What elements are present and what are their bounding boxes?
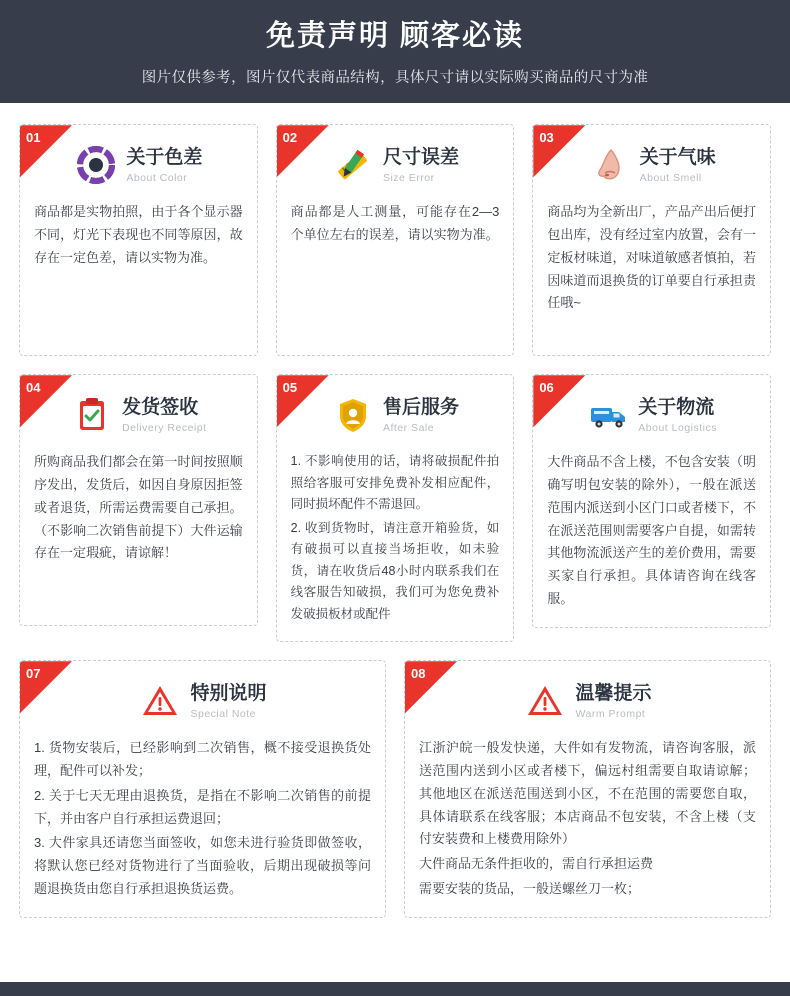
card-body	[547, 451, 756, 610]
page-title: 免责声明 顾客必读	[265, 20, 525, 52]
card-paragraph: 江浙沪皖一般发快递，大件如有发物流，请咨询客服，派送范围内送到小区或者楼下，偏远村组需要自取请谅解；其他地区在派送范围送到小区，不在范围的需要您自取，具体请联系在线客服；本店商品不包安装，不含上楼（支付安装费和上楼费用除外）	[419, 740, 756, 847]
page-header	[0, 0, 790, 103]
card-title-row	[34, 387, 243, 441]
ruler-pencil-icon	[331, 143, 375, 187]
card-title-en: Size Error	[382, 171, 435, 184]
card-title-row	[34, 137, 243, 191]
card-title-cn: 特别说明	[190, 682, 267, 704]
notice-card-07	[19, 660, 386, 917]
card-title-text	[640, 147, 716, 184]
card-title-row	[291, 387, 500, 441]
card-number: 01	[26, 130, 41, 146]
card-paragraph: 1. 不影响使用的话，请将破损配件拍照给客服可安排免费补发相应配件，同时损坏配件不需退回。	[290, 454, 500, 512]
warning-triangle-icon	[138, 679, 182, 723]
card-title-text	[190, 683, 266, 720]
grid-cell	[10, 115, 267, 365]
card-body	[547, 201, 756, 315]
grid-cell	[10, 365, 267, 651]
card-number: 02	[282, 130, 298, 146]
card-title-en: About Logistics	[638, 421, 717, 434]
card-body	[291, 451, 500, 625]
card-title-cn: 售后服务	[382, 396, 459, 418]
notice-card-05	[276, 374, 515, 642]
nose-icon	[588, 143, 632, 187]
grid-cell	[267, 365, 524, 651]
notice-card-08	[404, 660, 771, 917]
card-title-row	[419, 673, 756, 727]
card-paragraph: 1. 货物安装后，已经影响到二次销售，概不接受退换货处理，配件可以补发；	[34, 740, 371, 778]
card-title-en: About Color	[126, 171, 188, 184]
card-body	[34, 201, 243, 269]
warning-triangle-icon	[523, 679, 567, 723]
notice-card-04	[19, 374, 258, 626]
card-paragraph: 大件商品不含上楼，不包含安装（明确写明包安装的除外），一般在派送范围内派送到小区门口或者楼下，不在派送范围则需要客户自提，如需转其他物流派送产生的差价费用，需要买家自行承担。具体请咨询在线客服。	[547, 454, 756, 606]
card-title-cn: 关于物流	[638, 396, 715, 418]
clipboard-check-icon	[70, 393, 114, 437]
grid-cell	[523, 365, 780, 651]
card-title-text	[575, 683, 651, 720]
grid-cell	[523, 115, 780, 365]
card-title-cn: 关于色差	[126, 146, 203, 168]
card-title-cn: 关于气味	[639, 146, 716, 168]
card-title-text	[126, 147, 202, 184]
notice-card-03	[532, 124, 771, 356]
grid-cell	[395, 651, 780, 926]
card-paragraph: 需要安装的货品，一般送螺丝刀一枚；	[419, 880, 641, 896]
card-paragraph: 2. 关于七天无理由退换货，是指在不影响二次销售的前提下，并由客户自行承担运费退回；	[34, 787, 371, 826]
card-body	[34, 737, 371, 900]
page-subtitle: 图片仅供参考，图片仅代表商品结构，具体尺寸请以实际购买商品的尺寸为准	[141, 70, 649, 87]
card-title-row	[34, 673, 371, 727]
card-title-en: Delivery Receipt	[122, 421, 207, 434]
card-paragraph: 大件商品无条件拒收的，需自行承担运费	[419, 856, 654, 871]
card-title-en: Special Note	[190, 707, 257, 720]
shield-user-icon	[331, 393, 375, 437]
card-title-row	[547, 387, 756, 441]
notice-card-01	[19, 124, 258, 356]
notice-grid	[0, 103, 790, 934]
card-number: 05	[282, 380, 298, 396]
card-number: 04	[26, 380, 41, 396]
card-number: 07	[26, 666, 41, 682]
card-paragraph: 商品都是实物拍照，由于各个显示器不同，灯光下表现也不同等原因，故存在一定色差，请以实物为准。	[34, 204, 243, 265]
card-number: 03	[539, 130, 554, 146]
color-wheel-icon	[74, 143, 118, 187]
card-title-text	[383, 147, 459, 184]
card-title-text	[122, 397, 206, 434]
card-number: 06	[539, 380, 554, 396]
card-title-text	[638, 397, 717, 434]
notice-card-02	[276, 124, 515, 356]
card-title-en: About Smell	[639, 171, 702, 184]
grid-cell	[267, 115, 524, 365]
card-paragraph: 商品都是人工测量，可能存在2—3个单位左右的误差，请以实物为准。	[290, 204, 500, 242]
card-title-text	[383, 397, 459, 434]
card-title-cn: 尺寸误差	[382, 146, 459, 168]
card-paragraph: 商品均为全新出厂，产品产出后便打包出库，没有经过室内放置，会有一定板材味道，对味道敏感者慎拍，若因味道而退换货的订单要自行承担责任哦~	[547, 204, 756, 311]
card-paragraph: 2. 收到货物时，请注意开箱验货，如有破损可以直接当场拒收，如未验货，请在收货后48小时内联系我们在线客服告知破损，我们可为您免费补发破损板材或配件	[290, 520, 500, 621]
card-title-row	[547, 137, 756, 191]
card-title-row	[291, 137, 500, 191]
card-title-cn: 温馨提示	[575, 682, 652, 704]
card-title-cn: 发货签收	[122, 396, 199, 418]
card-paragraph: 3. 大件家具还请您当面签收，如您未进行验货即做签收，将默认您已经对货物进行了当面验收，后期出现破损等问题退换货由您自行承担退换货运费。	[34, 835, 371, 896]
card-paragraph: 所购商品我们都会在第一时间按照顺序发出，发货后，如因自身原因拒签或者退货，所需运费需要自己承担。（不影响二次销售前提下）大件运输存在一定瑕疵，请谅解！	[34, 454, 243, 561]
card-title-en: Warm Prompt	[575, 707, 646, 720]
card-number: 08	[411, 666, 426, 682]
grid-cell	[10, 651, 395, 926]
truck-icon	[586, 393, 630, 437]
card-body	[419, 737, 756, 900]
card-title-en: After Sale	[382, 421, 435, 434]
footer-bar	[0, 982, 790, 996]
card-body	[34, 451, 243, 565]
notice-card-06	[532, 374, 771, 627]
card-body	[291, 201, 500, 247]
